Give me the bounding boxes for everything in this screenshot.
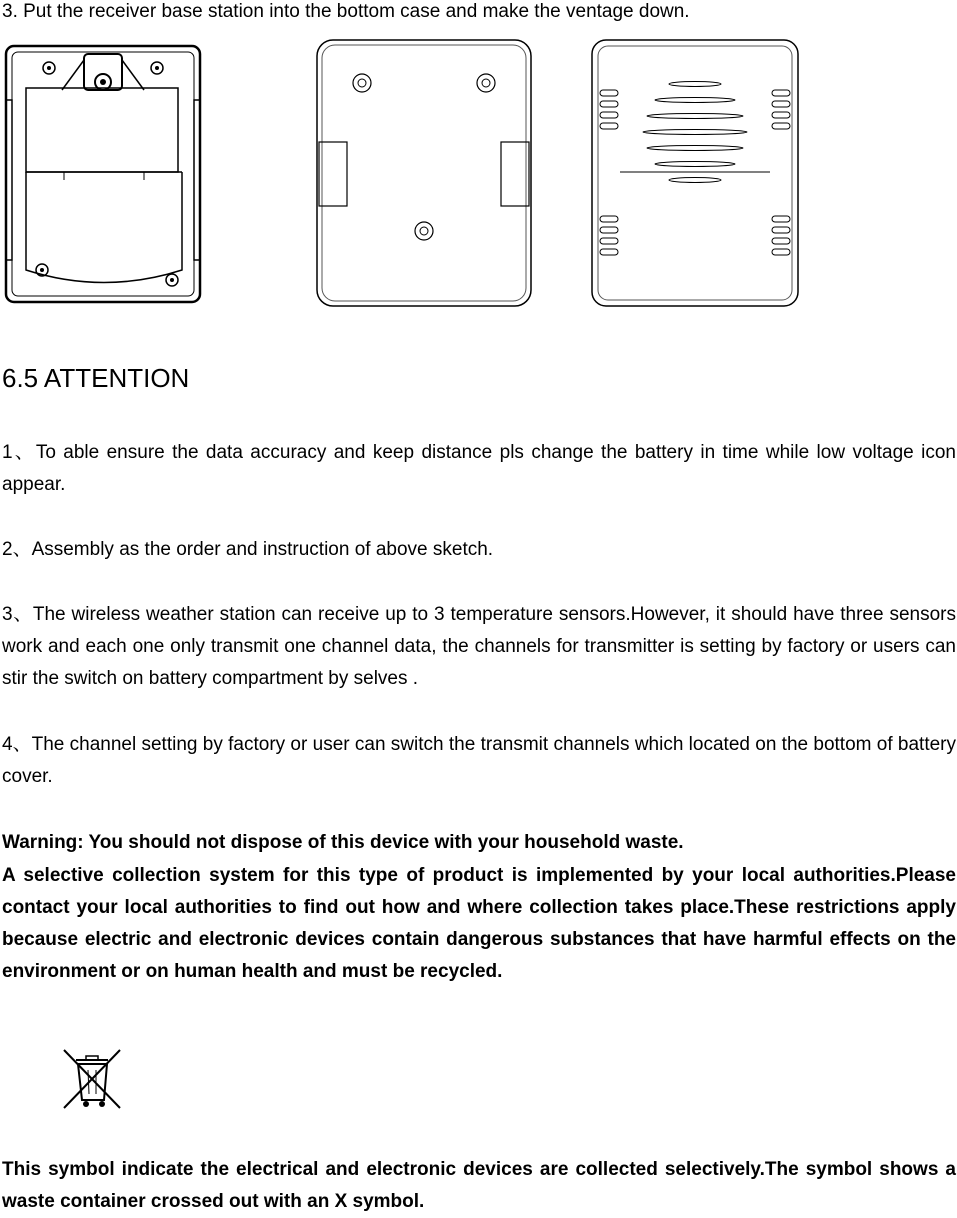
warning-title: Warning: You should not dispose of this device with your household waste. [2, 832, 684, 853]
attention-item-3: 3、The wireless weather station can receive up to 3 temperature sensors.However, it should have three sensors work and each one only transmit one channel data, the channels for transmitter is setting by factory or users can stir the switch on battery compartment by selves . [2, 604, 956, 689]
crossed-out-wheelie-bin-icon [60, 1046, 124, 1112]
attention-item-4: 4、The channel setting by factory or user can switch the transmit channels which located on the bottom of battery cover. [2, 734, 956, 787]
receiver-base-station-figure [4, 40, 206, 306]
symbol-description: This symbol indicate the electrical and electronic devices are collected selectively.The symbol shows a waste container crossed out with an X symbol. [2, 1159, 956, 1212]
attention-item-1: 1、To able ensure the data accuracy and keep distance pls change the battery in time while low voltage icon appear. [2, 442, 956, 495]
bottom-case-inside-figure [315, 38, 535, 310]
bottom-case-vents-figure [590, 38, 802, 310]
step-text: 3. Put the receiver base station into the bottom case and make the ventage down. [2, 1, 690, 22]
section-title: 6.5 ATTENTION [2, 363, 190, 393]
attention-item-2: 2、Assembly as the order and instruction of above sketch. [2, 539, 494, 560]
warning-body: A selective collection system for this type of product is implemented by your local authorities.Please contact your local authorities to find out how and where collection takes place.These restrictions apply because electric and electronic devices contain dangerous substances that have harmful effects on the environment or on human health and must be recycled. [2, 865, 956, 982]
